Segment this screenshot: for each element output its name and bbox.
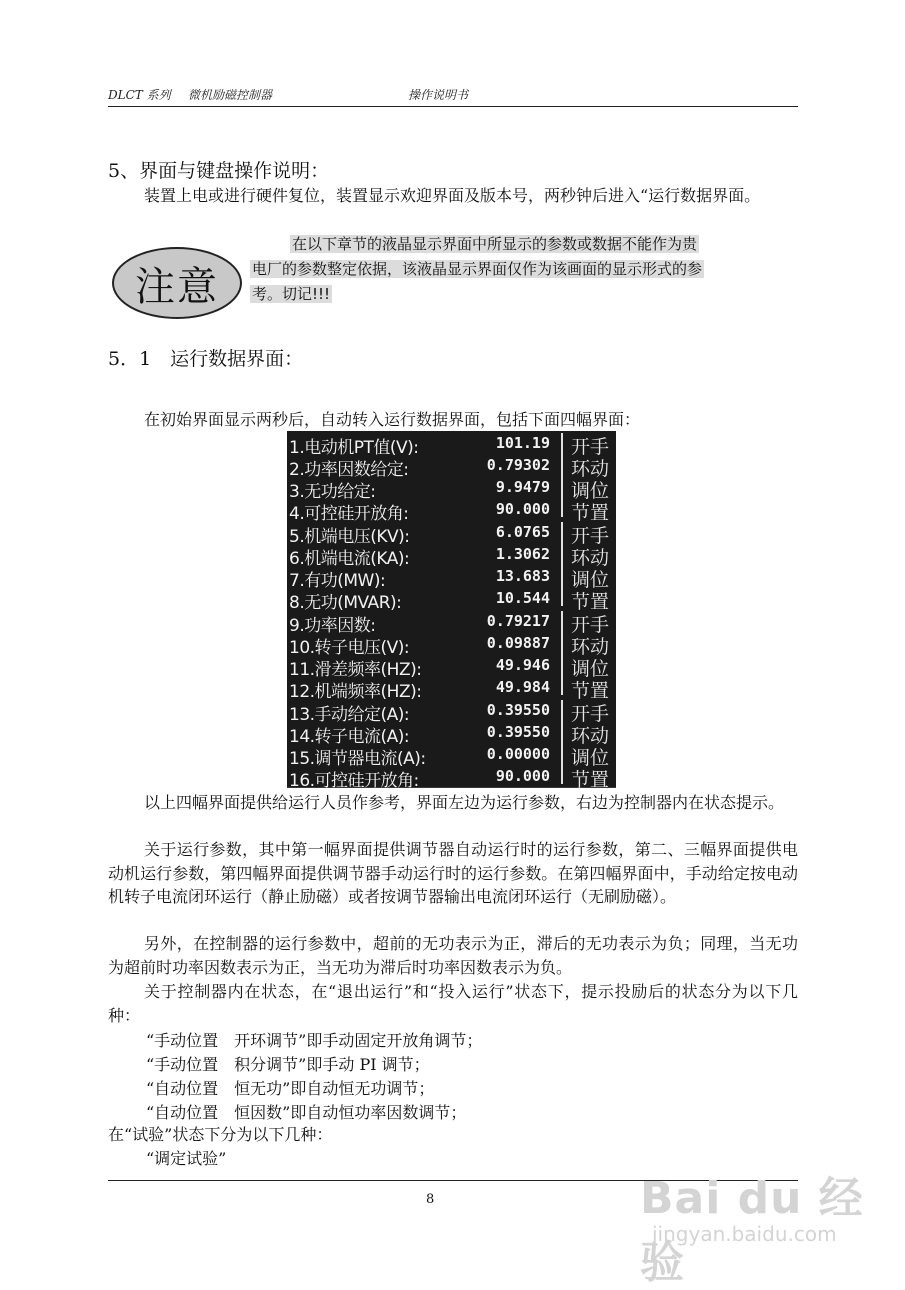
note-line-2: 电厂的参数整定依据，该液晶显示界面仅作为该画面的显示形式的参 xyxy=(252,260,703,278)
section-5-paragraph: 装置上电或进行硬件复位，装置显示欢迎界面及版本号，两秒钟后进入“运行数据界面。 xyxy=(144,186,761,205)
body-paragraph-3: 另外，在控制器的运行参数中，超前的无功表示为正，滞后的无功表示为负；同理，当无功为超前时功率因数表示为正，当无功为滞后时功率因数表示为负。 xyxy=(108,934,798,977)
lcd-row xyxy=(287,587,616,613)
header-series: DLCT 系列 xyxy=(108,88,171,102)
lcd-param-label: 1.电动机PT值(V): xyxy=(289,438,419,458)
lcd-param-value: 13.683 xyxy=(495,567,550,585)
body-paragraph-1: 以上四幅界面提供给运行人员作参考，界面左边为运行参数，右边为控制器内在状态提示。 xyxy=(144,793,785,812)
lcd-param-label: 13.手动给定(A): xyxy=(289,705,410,725)
lcd-status-text: 调位 xyxy=(571,658,610,680)
body-paragraph-2: 关于运行参数，其中第一幅界面提供调节器自动运行时的运行参数，第二、三幅界面提供电动机运行参数，第四幅界面提供调节器手动运行时的运行参数。在第四幅界面中，手动给定按电动机转子电流闭环运行（静止励磁）或者按调节器输出电流闭环运行（无刷励磁）。 xyxy=(108,840,798,906)
note-badge-label: 注意 xyxy=(135,263,219,310)
lcd-param-value: 90.000 xyxy=(495,500,550,518)
lcd-status-text: 节置 xyxy=(571,680,610,702)
state-item-1: “手动位置 开环调节”即手动固定开放角调节； xyxy=(146,1031,483,1050)
lcd-row xyxy=(287,654,616,680)
lcd-row xyxy=(287,632,616,658)
watermark-brand: Bai du 经验 xyxy=(640,1173,864,1288)
header-product: 微机励磁控制器 xyxy=(188,88,273,102)
lcd-param-label: 12.机端频率(HZ): xyxy=(289,682,422,702)
lcd-status-text: 环动 xyxy=(571,725,610,747)
note-text xyxy=(250,232,798,307)
lcd-param-label: 16.可控硅开放角: xyxy=(289,771,419,788)
lcd-status-text: 节置 xyxy=(571,502,610,524)
lcd-param-value: 49.984 xyxy=(495,678,550,696)
lcd-param-value: 49.946 xyxy=(495,656,550,674)
lcd-row xyxy=(287,476,616,502)
lcd-param-value: 10.544 xyxy=(495,589,550,607)
lcd-row xyxy=(287,743,616,769)
lcd-status-text: 环动 xyxy=(571,458,610,480)
section-5-1-title: 5．1 运行数据界面： xyxy=(108,348,304,370)
lcd-row xyxy=(287,721,616,747)
lcd-status-text: 开手 xyxy=(571,436,610,458)
lcd-param-value: 0.79302 xyxy=(486,456,550,474)
header-rule xyxy=(108,106,798,107)
lcd-row xyxy=(287,610,616,636)
test-item-1: “调定试验” xyxy=(146,1149,227,1168)
lcd-status-text: 开手 xyxy=(571,614,610,636)
lcd-row xyxy=(287,676,616,702)
body-paragraph-4: 关于控制器内在状态，在“退出运行”和“投入运行”状态下，提示投励后的状态分为以下几种： xyxy=(108,982,798,1025)
lcd-param-value: 6.0765 xyxy=(495,523,550,541)
lcd-param-value: 9.9479 xyxy=(495,478,550,496)
lcd-row xyxy=(287,521,616,547)
lcd-status-text: 开手 xyxy=(571,525,610,547)
lcd-status-text: 环动 xyxy=(571,547,610,569)
note-badge xyxy=(112,247,242,319)
note-line-3: 考。切记!!! xyxy=(252,285,331,303)
lcd-row xyxy=(287,454,616,480)
lcd-row xyxy=(287,565,616,591)
lcd-param-label: 7.有功(MW): xyxy=(289,571,386,591)
lcd-param-label: 5.机端电压(KV): xyxy=(289,527,410,547)
lcd-param-value: 90.000 xyxy=(495,767,550,785)
lcd-param-value: 0.00000 xyxy=(486,745,550,763)
lcd-status-text: 开手 xyxy=(571,703,610,725)
note-line-1: 在以下章节的液晶显示界面中所显示的参数或数据不能作为贵 xyxy=(292,235,698,253)
section-5-title: 5、界面与键盘操作说明： xyxy=(108,160,330,182)
page-header xyxy=(108,86,798,104)
lcd-param-value: 0.79217 xyxy=(486,612,550,630)
watermark-logo xyxy=(640,1162,870,1288)
lcd-status-text: 节置 xyxy=(571,591,610,613)
lcd-row xyxy=(287,498,616,524)
state-item-3: “自动位置 恒无功”即自动恒无功调节； xyxy=(146,1079,435,1098)
lcd-param-value: 0.39550 xyxy=(486,723,550,741)
lcd-param-label: 6.机端电流(KA): xyxy=(289,549,410,569)
lcd-row xyxy=(287,543,616,569)
lcd-screenshot xyxy=(287,431,616,788)
lcd-param-value: 0.09887 xyxy=(486,634,550,652)
lcd-param-label: 14.转子电流(A): xyxy=(289,727,410,747)
lcd-param-value: 0.39550 xyxy=(486,701,550,719)
lcd-row xyxy=(287,432,616,458)
body-paragraph-5: 在“试验”状态下分为以下几种： xyxy=(108,1125,333,1144)
lcd-status-text: 环动 xyxy=(571,636,610,658)
lcd-param-label: 2.功率因数给定: xyxy=(289,460,409,480)
lcd-row xyxy=(287,765,616,787)
lcd-row xyxy=(287,699,616,725)
watermark-url: jingyan.baidu.com xyxy=(652,1222,837,1246)
lcd-param-label: 15.调节器电流(A): xyxy=(289,749,426,769)
lcd-param-value: 1.3062 xyxy=(495,545,550,563)
lcd-param-label: 11.滑差频率(HZ): xyxy=(289,660,422,680)
section-5-1-intro: 在初始界面显示两秒后，自动转入运行数据界面，包括下面四幅界面： xyxy=(144,410,641,429)
state-item-2: “手动位置 积分调节”即手动 PI 调节； xyxy=(146,1055,430,1074)
lcd-param-label: 8.无功(MVAR): xyxy=(289,593,402,613)
lcd-status-text: 节置 xyxy=(571,769,610,788)
lcd-status-text: 调位 xyxy=(571,480,610,502)
lcd-status-text: 调位 xyxy=(571,569,610,591)
page-number: 8 xyxy=(426,1192,435,1207)
lcd-param-value: 101.19 xyxy=(495,434,550,452)
lcd-param-label: 9.功率因数: xyxy=(289,616,376,636)
lcd-param-label: 3.无功给定: xyxy=(289,482,376,502)
lcd-param-label: 4.可控硅开放角: xyxy=(289,504,409,524)
header-doc-title: 操作说明书 xyxy=(408,88,469,102)
lcd-status-text: 调位 xyxy=(571,747,610,769)
lcd-param-label: 10.转子电压(V): xyxy=(289,638,410,658)
state-item-4: “自动位置 恒因数”即自动恒功率因数调节； xyxy=(146,1103,467,1122)
